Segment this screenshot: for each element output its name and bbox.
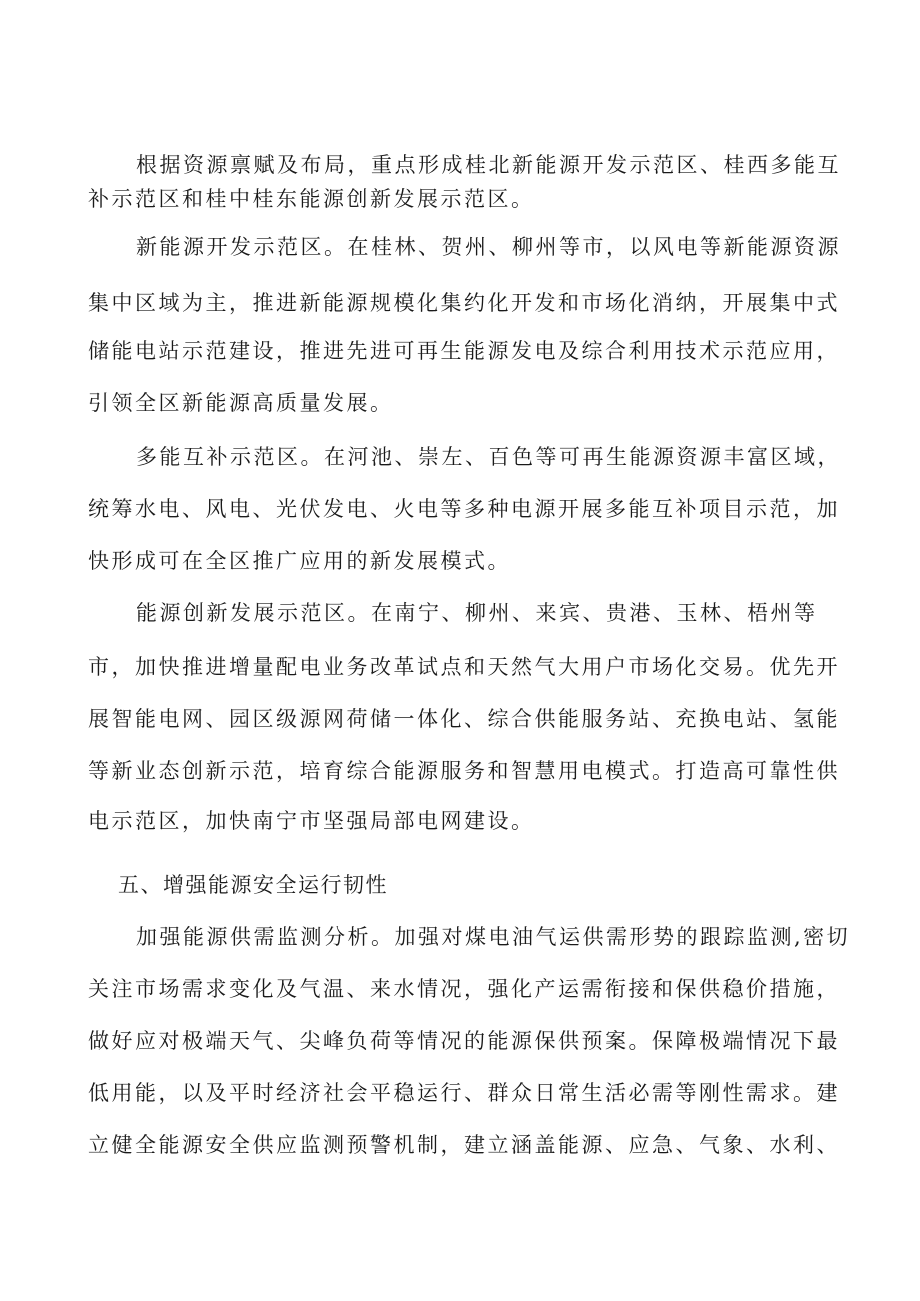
section-heading: 五、增强能源安全运行韧性 [118, 873, 388, 897]
section-paragraph-line-5: 立健全能源安全供应监测预警机制，建立涵盖能源、应急、气象、水利、 [88, 1133, 840, 1157]
paragraph-2-line-4: 引领全区新能源高质量发展。 [88, 391, 394, 415]
paragraph-3-line-2: 统筹水电、风电、光伏发电、火电等多种电源开展多能互补项目示范，加 [88, 497, 840, 521]
paragraph-2-line-3: 储能电站示范建设，推进先进可再生能源发电及综合利用技术示范应用， [88, 339, 840, 363]
paragraph-3-line-3: 快形成可在全区推广应用的新发展模式。 [88, 549, 511, 573]
paragraph-1-line-1: 根据资源禀赋及布局，重点形成桂北新能源开发示范区、桂西多能互 [136, 153, 841, 177]
section-paragraph-line-1: 加强能源供需监测分析。加强对煤电油气运供需形势的跟踪监测,密切 [136, 925, 851, 949]
paragraph-2-line-2: 集中区域为主，推进新能源规模化集约化开发和市场化消纳，开展集中式 [88, 291, 840, 315]
section-paragraph-line-3: 做好应对极端天气、尖峰负荷等情况的能源保供预案。保障极端情况下最 [88, 1029, 840, 1053]
paragraph-4-line-5: 电示范区，加快南宁市坚强局部电网建设。 [88, 809, 535, 833]
paragraph-3-line-1: 多能互补示范区。在河池、崇左、百色等可再生能源资源丰富区域， [136, 445, 841, 469]
paragraph-4-line-4: 等新业态创新示范，培育综合能源服务和智慧用电模式。打造高可靠性供 [88, 759, 840, 783]
section-paragraph-line-4: 低用能，以及平时经济社会平稳运行、群众日常生活必需等刚性需求。建 [88, 1081, 840, 1105]
paragraph-1-line-2: 补示范区和桂中桂东能源创新发展示范区。 [88, 187, 535, 211]
paragraph-4-line-3: 展智能电网、园区级源网荷储一体化、综合供能服务站、充换电站、氢能 [88, 707, 840, 731]
section-paragraph-line-2: 关注市场需求变化及气温、来水情况，强化产运需衔接和保供稳价措施， [88, 977, 840, 1001]
paragraph-4-line-2: 市，加快推进增量配电业务改革试点和天然气大用户市场化交易。优先开 [88, 655, 840, 679]
paragraph-4-line-1: 能源创新发展示范区。在南宁、柳州、来宾、贵港、玉林、梧州等 [136, 601, 818, 625]
paragraph-2-line-1: 新能源开发示范区。在桂林、贺州、柳州等市，以风电等新能源资源 [136, 235, 841, 259]
